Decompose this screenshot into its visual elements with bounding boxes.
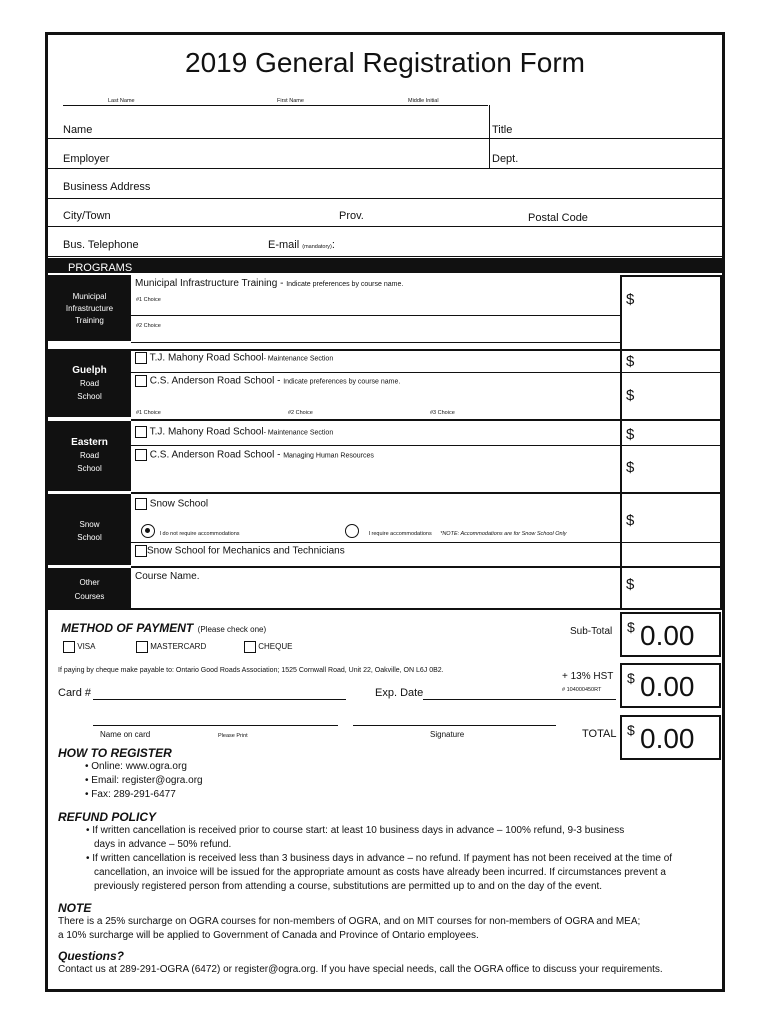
postal-code-field[interactable]: Postal Code [528,212,588,224]
price-column [620,275,722,610]
city-field[interactable]: City/Town [63,210,111,222]
total-label: TOTAL [582,728,617,740]
hst-box[interactable]: $ 0.00 [620,663,721,708]
how-to-register-heading: HOW TO REGISTER [58,746,172,760]
guelph-choice-2[interactable]: #2 Choice [288,410,313,416]
snow-opt1-checkbox[interactable] [135,498,147,510]
other-price[interactable]: $ [626,576,635,593]
register-email[interactable]: • Email: register@ogra.org [85,775,203,786]
snow-price[interactable]: $ [626,512,635,529]
questions-text: Contact us at 289-291-OGRA (6472) or register@ogra.org. If you have special needs, call the OGRA office to discuss your requirements. [58,964,663,975]
hst-number: # 104000450RT [562,687,602,693]
guelph-choice-1[interactable]: #1 Choice [136,410,161,416]
email-field[interactable]: E-mail (mandatory): [268,239,335,251]
eastern-price-1[interactable]: $ [626,426,635,443]
business-address-field[interactable]: Business Address [63,181,151,193]
radio-unselected-icon[interactable] [345,524,359,538]
register-online[interactable]: • Online: www.ogra.org [85,761,187,772]
mit-choice-1[interactable]: #1 Choice [136,297,161,303]
note-text: There is a 25% surcharge on OGRA courses for non-members of OGRA, and on MIT courses for non-members of OGRA and MEA; a 10% surcharge will be applied to Government of Canada and Province of Ontario employees. [58,916,641,941]
mit-choice-2[interactable]: #2 Choice [136,323,161,329]
mit-side-label: Municipal Infrastructure Training [48,275,131,341]
province-field[interactable]: Prov. [339,210,364,222]
mastercard-option[interactable]: MASTERCARD [136,641,206,653]
snow-opt2-checkbox[interactable] [135,545,147,557]
no-accommodation-radio[interactable]: I do not require accommodations [141,522,240,540]
form-title: 2019 General Registration Form [185,47,585,78]
guelph-price-1[interactable]: $ [626,353,635,370]
other-side-label: Other Courses [48,568,131,608]
guelph-opt2-checkbox[interactable] [135,375,147,387]
cheque-option[interactable]: CHEQUE [244,641,292,653]
refund-policy-heading: REFUND POLICY [58,810,157,824]
guelph-opt1-checkbox[interactable] [135,352,147,364]
signature-label: Signature [430,730,465,739]
subtotal-label: Sub-Total [570,626,613,637]
name-field[interactable]: Name [63,124,93,136]
subtotal-value: 0.00 [640,620,695,651]
name-on-card-label: Name on card [100,730,151,739]
cheque-checkbox[interactable] [244,641,256,653]
eastern-side-label: Eastern Road School [48,421,131,491]
total-value: 0.00 [640,723,695,754]
employer-field[interactable]: Employer [63,153,110,165]
middle-initial-label: Middle Initial [408,98,439,104]
eastern-option-2[interactable]: C.S. Anderson Road School - Managing Human Resources [135,449,374,461]
programs-header: PROGRAMS [48,258,722,273]
payment-heading: METHOD OF PAYMENT (Please check one) [61,621,267,635]
exp-date-label: Exp. Date [375,687,424,699]
guelph-option-2[interactable]: C.S. Anderson Road School - Indicate preferences by course name. [135,375,400,387]
dept-field[interactable]: Dept. [492,153,519,165]
snow-option-2[interactable]: Snow School for Mechanics and Technicians [135,545,345,557]
guelph-side-label: Guelph Road School [48,349,131,417]
visa-checkbox[interactable] [63,641,75,653]
visa-option[interactable]: VISA [63,641,95,653]
eastern-opt2-checkbox[interactable] [135,449,147,461]
card-number-label: Card # [58,687,92,699]
total-box[interactable]: $ 0.00 [620,715,721,760]
eastern-price-2[interactable]: $ [626,459,635,476]
require-accommodation-radio[interactable]: I require accommodations *NOTE: Accommodations are for Snow School Only [345,522,567,540]
last-name-label: Last Name [108,98,135,104]
hst-label: + 13% HST [562,671,614,682]
eastern-option-1[interactable]: T.J. Mahony Road School- Maintenance Section [135,426,333,438]
mit-heading: Municipal Infrastructure Training - Indicate preferences by course name. [135,278,404,289]
snow-side-label: Snow School [48,494,131,565]
guelph-option-1[interactable]: T.J. Mahony Road School- Maintenance Section [135,352,333,364]
first-name-label: First Name [277,98,304,104]
guelph-choice-3[interactable]: #3 Choice [430,410,455,416]
refund-policy-text: • If written cancellation is received prior to course start: at least 10 business days in advance – 100% refund, 9-3 business days in advance – 50% refund. • If written cancellation is received less than 3 business days in advance – no refund. If payment has not been received at the time of cancellation, an invoice will be issued for the appropriate amount as costs have already been incurred. If circumstances prevent a previously registered person from attending a course, substitutions are permitted up to and on the day of the event. [86,825,673,892]
title-field[interactable]: Title [492,124,513,136]
note-heading: NOTE [58,901,92,915]
hst-value: 0.00 [640,671,695,702]
subtotal-box[interactable]: $ 0.00 [620,612,721,657]
mit-price[interactable]: $ [626,291,635,308]
mastercard-checkbox[interactable] [136,641,148,653]
radio-selected-icon[interactable] [141,524,155,538]
cheque-note: If paying by cheque make payable to: Ontario Good Roads Association; 1525 Cornwall Road, Unit 22, Oakville, ON L6J 0B2. [58,667,444,674]
telephone-field[interactable]: Bus. Telephone [63,239,139,251]
register-fax: • Fax: 289-291-6477 [85,789,176,800]
guelph-price-2[interactable]: $ [626,387,635,404]
snow-option-1[interactable]: Snow School [135,498,208,510]
eastern-opt1-checkbox[interactable] [135,426,147,438]
how-to-register-list [85,760,203,802]
questions-heading: Questions? [58,949,125,963]
registration-form [45,32,725,992]
other-course-name[interactable]: Course Name. [135,571,200,582]
please-print-label: Please Print [218,733,248,739]
